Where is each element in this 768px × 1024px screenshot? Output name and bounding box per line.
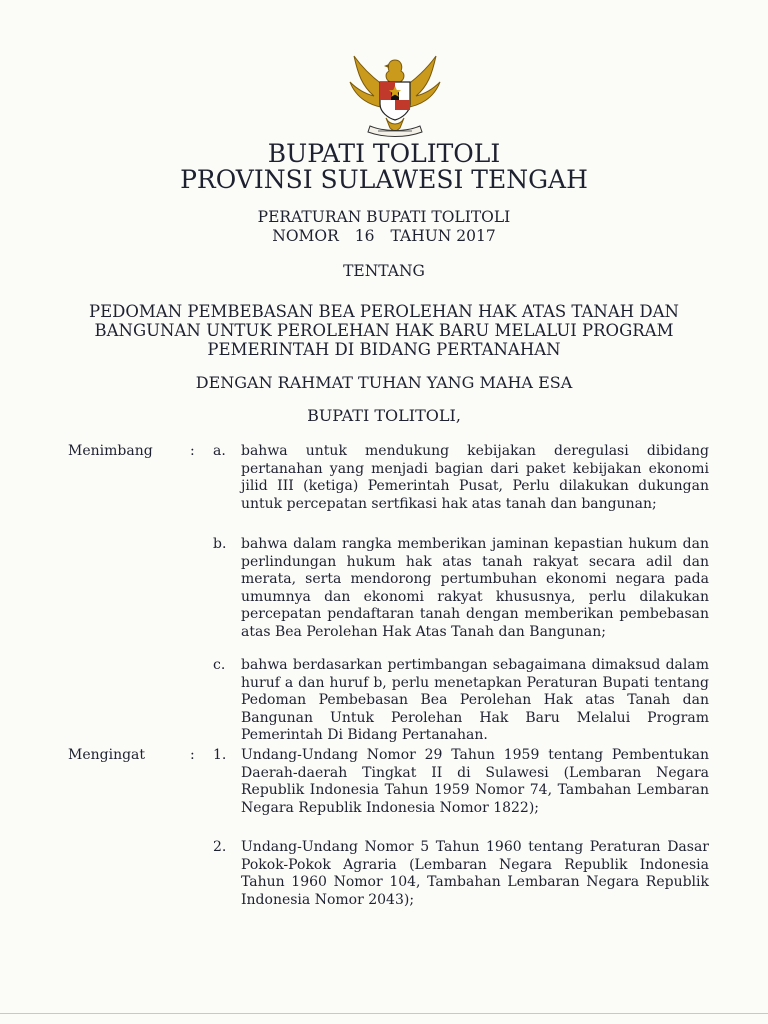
menimbang-item-c: bahwa berdasarkan pertimbangan sebagaimana dimaksud dalam huruf a dan huruf b, perlu menetapkan Peraturan Bupati tentang Pedoman Pembebasan Bea Perolehan Hak atas Tanah dan Bangunan Untuk Perolehan Hak Baru Melalui Program Pemerintah Di Bidang Pertanahan. — [241, 657, 709, 743]
subject-line: BANGUNAN UNTUK PEROLEHAN HAK BARU MELALUI PROGRAM — [94, 321, 674, 340]
page-bottom-edge — [0, 1013, 768, 1014]
subject-line: PEMERINTAH DI BIDANG PERTANAHAN — [207, 340, 561, 359]
mengingat-item-1: Undang-Undang Nomor 29 Tahun 1959 tentang Pembentukan Daerah-daerah Tingkat II di Sulawesi (Lembaran Negara Republik Indonesia Tahun 1959 Nomor 74, Tambahan Lembaran Negara Republik Indonesia Nomor 1822); — [241, 747, 709, 816]
item-marker: a. — [213, 443, 226, 459]
mengingat-item-2: Undang-Undang Nomor 5 Tahun 1960 tentang Peraturan Dasar Pokok-Pokok Agraria (Lembaran Negara Republik Indonesia Tahun 1960 Nomor 104, Tambahan Lembaran Negara Republik Indonesia Nomor 2043); — [241, 839, 709, 908]
mengingat-colon: : — [190, 747, 195, 763]
regulation-number-line — [0, 227, 768, 245]
menimbang-colon: : — [190, 443, 195, 459]
item-marker: c. — [213, 657, 226, 673]
item-marker: b. — [213, 536, 227, 552]
menimbang-item-a: bahwa untuk mendukung kebijakan deregulasi dibidang pertanahan yang menjadi bagian dari paket kebijakan ekonomi jilid III (ketiga) Pemerintah Pusat, Perlu dilakukan dukungan untuk percepatan sertfikasi hak atas tanah dan bangunan; — [241, 443, 709, 512]
nomor-label: NOMOR — [272, 227, 339, 245]
tentang-heading: TENTANG — [343, 262, 425, 280]
regulation-year: TAHUN 2017 — [390, 227, 496, 245]
mengingat-label: Mengingat — [68, 747, 146, 763]
subject-line: PEDOMAN PEMBEBASAN BEA PEROLEHAN HAK ATAS TANAH DAN — [88, 302, 679, 321]
item-marker: 1. — [213, 747, 227, 763]
document-title-line1: BUPATI TOLITOLI — [267, 139, 501, 168]
regulation-heading: PERATURAN BUPATI TOLITOLI — [257, 208, 511, 226]
issuer: BUPATI TOLITOLI, — [307, 406, 461, 425]
menimbang-item-b: bahwa dalam rangka memberikan jaminan kepastian hukum dan perlindungan hukum hak atas tanah rakyat secara adil dan merata, serta mendorong pertumbuhan ekonomi negara pada umumnya dan ekonomi rakyat khususnya, perlu dilakukan percepatan pendaftaran tanah dengan memberikan pembebasan atas Bea Perolehan Hak Atas Tanah dan Bangunan; — [241, 536, 709, 640]
invocation: DENGAN RAHMAT TUHAN YANG MAHA ESA — [195, 373, 573, 392]
menimbang-label: Menimbang — [68, 443, 153, 459]
document-title-line2: PROVINSI SULAWESI TENGAH — [180, 165, 588, 194]
garuda-emblem-icon — [340, 52, 450, 142]
regulation-number: 16 — [354, 227, 375, 245]
item-marker: 2. — [213, 839, 227, 855]
